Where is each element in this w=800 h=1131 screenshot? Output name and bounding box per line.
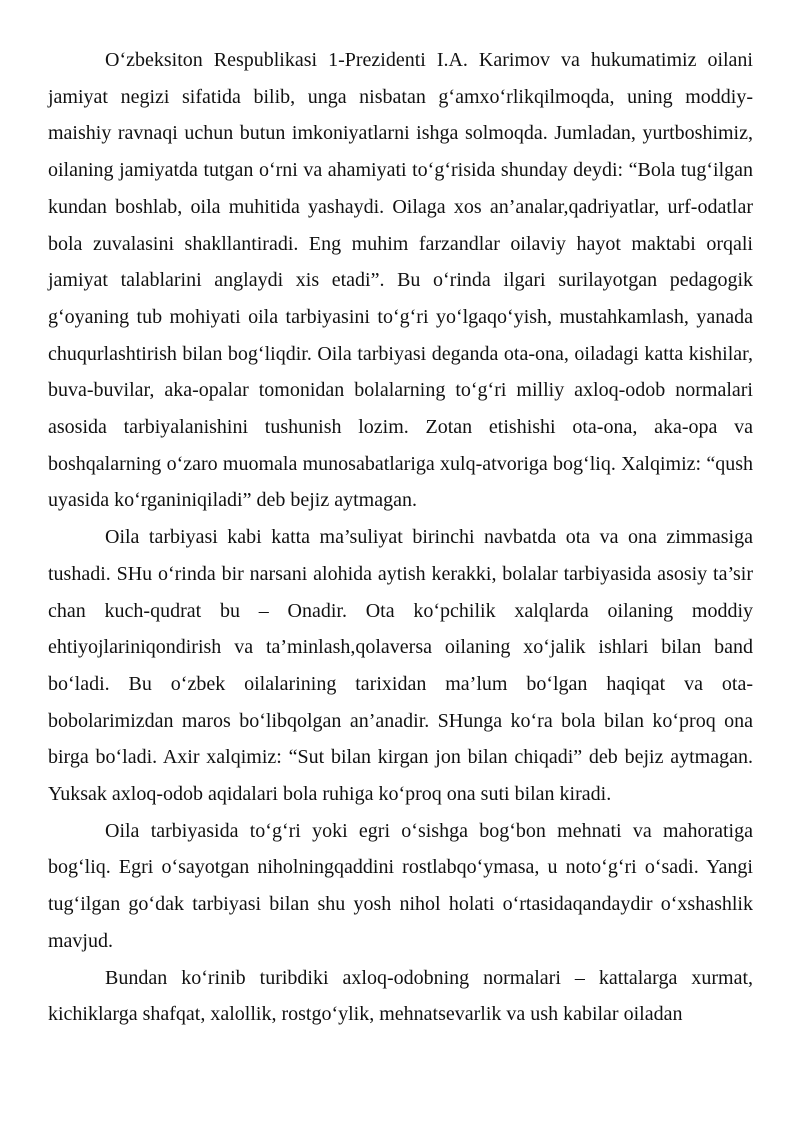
- paragraph-3: Oila tarbiyasida to‘g‘ri yoki egri o‘sishga bog‘bon mehnati va mahoratiga bog‘liq. Egri o‘sayotgan niholningqaddini rostlabqo‘ymasa, u noto‘g‘ri o‘sadi. Yangi tug‘ilgan go‘dak tarbiyasi bilan shu yosh nihol holati o‘rtasidaqandaydir o‘xshashlik mavjud.: [48, 819, 753, 952]
- document-page: [48, 42, 753, 1033]
- paragraph-2: Oila tarbiyasi kabi katta ma’suliyat birinchi navbatda ota va ona zimmasiga tushadi. SHu o‘rinda bir narsani alohida aytish kerakki, bolalar tarbiyasida asosiy ta’sir chan kuch-qudrat bu – Onadir. Ota ko‘pchilik xalqlarda oilaning moddiy ehtiyojlariniqondirish va ta’minlash,qolaversa oilaning xo‘jalik ishlari bilan band bo‘ladi. Bu o‘zbek oilalarining tarixidan ma’lum bo‘lgan haqiqat va ota-bobolarimizdan maros bo‘libqolgan an’anadir. SHunga ko‘ra bola bilan ko‘proq ona birga bo‘ladi. Axir xalqimiz: “Sut bilan kirgan jon bilan chiqadi” deb bejiz aytmagan. Yuksak axloq-odob aqidalari bola ruhiga ko‘proq ona suti bilan kiradi.: [48, 526, 753, 806]
- paragraph-4: Bundan ko‘rinib turibdiki axloq-odobning normalari – kattalarga xurmat, kichiklarga shafqat, xalollik, rostgo‘ylik, mehnatsevarlik va ush kabilar oiladan: [48, 966, 753, 1026]
- paragraph-1: O‘zbeksiton Respublikasi 1-Prezidenti I.A. Karimov va hukumatimiz oilani jamiyat negizi sifatida bilib, unga nisbatan g‘amxo‘rlikqilmoqda, uning moddiy-maishiy ravnaqi uchun butun imkoniyatlarni ishga solmoqda. Jumladan, yurtboshimiz, oilaning jamiyatda tutgan o‘rni va ahamiyati to‘g‘risida shunday deydi: “Bola tug‘ilgan kundan boshlab, oila muhitida yashaydi. Oilaga xos an’analar,qadriyatlar, urf-odatlar bola zuvalasini shakllantiradi. Eng muhim farzandlar oilaviy hayot maktabi orqali jamiyat talablarini anglaydi xis etadi”. Bu o‘rinda ilgari surilayotgan pedagogik g‘oyaning tub mohiyati oila tarbiyasini to‘g‘ri yo‘lgaqo‘yish, mustahkamlash, yanada chuqurlashtirish bilan bog‘liqdir. Oila tarbiyasi deganda ota-ona, oiladagi katta kishilar, buva-buvilar, aka-opalar tomonidan bolalarning to‘g‘ri milliy axloq-odob normalari asosida tarbiyalanishini tushunish lozim. Zotan etishishi ota-ona, aka-opa va boshqalarning o‘zaro muomala munosabatlariga xulq-atvoriga bog‘liq. Xalqimiz: “qush uyasida ko‘rganiniqiladi” deb bejiz aytmagan.: [48, 49, 753, 512]
